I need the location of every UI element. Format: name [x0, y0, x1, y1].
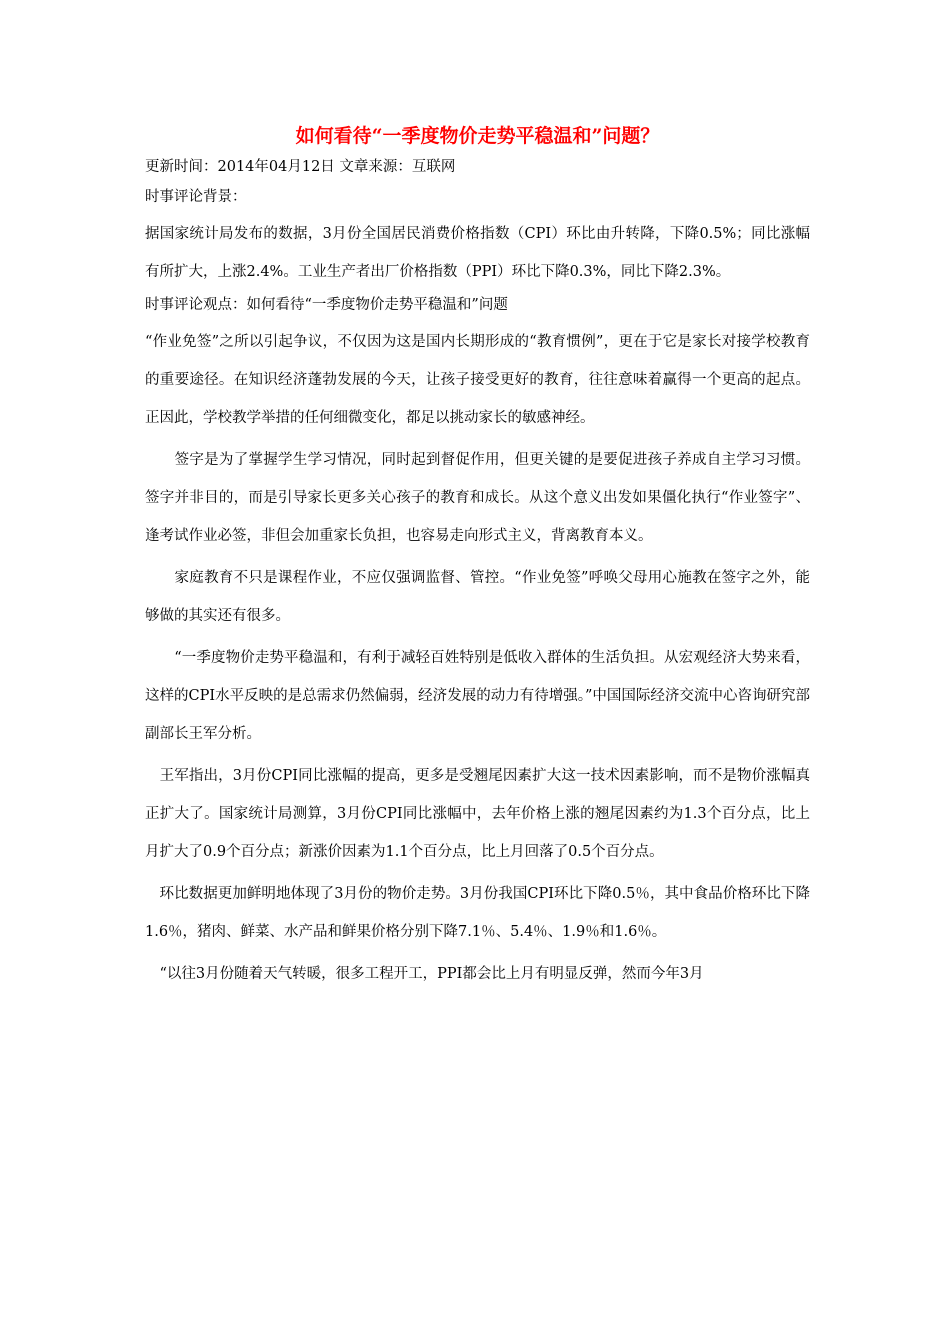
paragraph-5: 王军指出，3月份CPI同比涨幅的提高，更多是受翘尾因素扩大这一技术因素影响，而不是物价涨幅真正扩大了。国家统计局测算，3月份CPI同比涨幅中，去年价格上涨的翘尾因素约为1.3个百分点，比上月扩大了0.9个百分点；新涨价因素为1.1个百分点，比上月回落了0.5个百分点。 [145, 768, 810, 860]
article-meta: 更新时间：2014年04月12日 文章来源：互联网 [145, 159, 456, 175]
document-body [145, 121, 810, 997]
paragraph-6: 环比数据更加鲜明地体现了3月份的物价走势。3月份我国CPI环比下降0.5％，其中食品价格环比下降1.6％，猪肉、鲜菜、水产品和鲜果价格分别下降7.1％、5.4％、1.9％和1.6％。 [145, 886, 810, 940]
background-text: 据国家统计局发布的数据，3月份全国居民消费价格指数（CPI）环比由升转降，下降0.5%；同比涨幅有所扩大，上涨2.4%。工业生产者出厂价格指数（PPI）环比下降0.3%，同比下降2.3%。 [145, 226, 810, 280]
viewpoint-label: 时事评论观点：如何看待“一季度物价走势平稳温和”问题 [145, 297, 508, 313]
article-title: 如何看待“一季度物价走势平稳温和”问题？ [295, 125, 660, 147]
paragraph-1: “作业免签”之所以引起争议，不仅因为这是国内长期形成的“教育惯例”，更在于它是家长对接学校教育的重要途径。在知识经济蓬勃发展的今天，让孩子接受更好的教育，往往意味着赢得一个更高的起点。正因此，学校教学举措的任何细微变化，都足以挑动家长的敏感神经。 [145, 334, 810, 426]
paragraph-4: “一季度物价走势平稳温和，有利于减轻百姓特别是低收入群体的生活负担。从宏观经济大势来看，这样的CPI水平反映的是总需求仍然偏弱，经济发展的动力有待增强。”中国国际经济交流中心咨询研究部副部长王军分析。 [145, 650, 810, 742]
paragraph-3: 家庭教育不只是课程作业，不应仅强调监督、管控。“作业免签”呼唤父母用心施教在签字之外，能够做的其实还有很多。 [145, 570, 810, 624]
paragraph-2: 签字是为了掌握学生学习情况，同时起到督促作用，但更关键的是要促进孩子养成自主学习习惯。签字并非目的，而是引导家长更多关心孩子的教育和成长。从这个意义出发如果僵化执行“作业签字”、逢考试作业必签，非但会加重家长负担，也容易走向形式主义，背离教育本义。 [145, 452, 810, 544]
paragraph-7: “以往3月份随着天气转暖，很多工程开工，PPI都会比上月有明显反弹，然而今年3月 [145, 966, 704, 982]
background-label: 时事评论背景： [145, 189, 247, 205]
